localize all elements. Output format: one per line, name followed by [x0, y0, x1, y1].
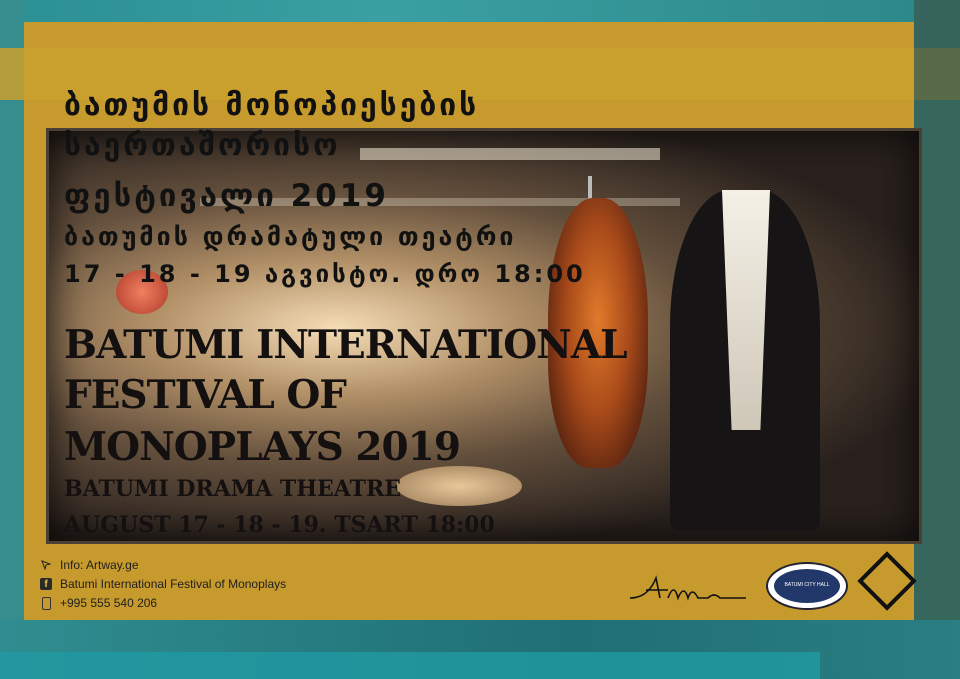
- english-title-line-3: MONOPLAYS 2019: [64, 424, 460, 470]
- phone-icon: [40, 597, 52, 609]
- seal-caption: BATUMI CITY HALL: [774, 569, 840, 603]
- phone-number[interactable]: +995 555 540 206: [60, 596, 158, 610]
- english-title-line-1: BATUMI INTERNATIONAL: [64, 322, 627, 368]
- photo-plate: [396, 466, 522, 506]
- georgian-title-line-1: ბათუმის მონოპიესების: [64, 88, 480, 123]
- facebook-icon: f: [40, 578, 52, 590]
- georgian-dates: 17 - 18 - 19 აგვისტო. დრო 18:00: [64, 260, 586, 288]
- artway-logo: [628, 572, 748, 606]
- teal-band-bottom-light: [0, 652, 820, 679]
- teal-band-left: [0, 0, 24, 679]
- georgian-title-line-2: საერთაშორისო: [64, 128, 341, 163]
- cursor-icon: [40, 559, 52, 571]
- photo-rail: [360, 148, 660, 160]
- georgian-title-line-3: ფესტივალი 2019: [64, 178, 389, 214]
- georgian-venue: ბათუმის დრამატული თეატრი: [64, 222, 517, 251]
- english-dates: AUGUST 17 - 18 - 19. TSART 18:00: [64, 512, 495, 538]
- english-venue: BATUMI DRAMA THEATRE: [64, 476, 402, 502]
- info-link[interactable]: Info: Artway.ge: [60, 558, 139, 572]
- facebook-page-name[interactable]: Batumi International Festival of Monoplays: [60, 577, 287, 591]
- facebook-row[interactable]: [40, 577, 286, 591]
- info-row[interactable]: [40, 558, 139, 572]
- phone-row[interactable]: [40, 596, 157, 610]
- city-hall-seal: [766, 562, 848, 610]
- english-title-line-2: FESTIVAL OF: [64, 372, 346, 418]
